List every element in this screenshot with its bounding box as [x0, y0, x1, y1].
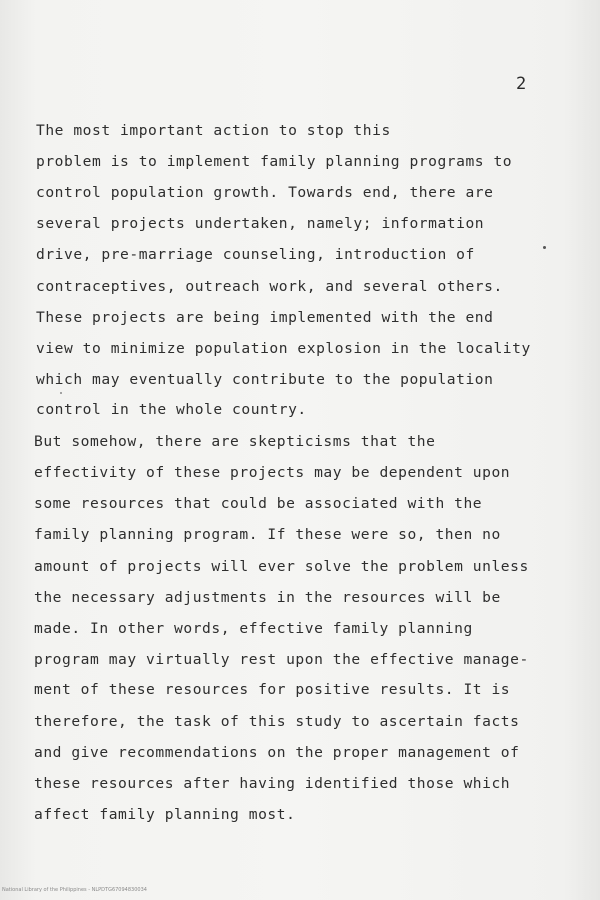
text-line: drive, pre-marriage counseling, introduction of [36, 246, 475, 263]
text-line: control population growth. Towards end, there are [36, 184, 494, 201]
text-line: contraceptives, outreach work, and several others. [36, 278, 503, 295]
text-line: These projects are being implemented with the end [36, 309, 494, 326]
text-line: effectivity of these projects may be dependent upon [34, 464, 511, 481]
text-line: view to minimize population explosion in the locality [36, 340, 531, 357]
text-line: therefore, the task of this study to ascertain facts [34, 713, 520, 730]
text-line: which may eventually contribute to the population [36, 371, 494, 388]
text-line: problem is to implement family planning programs to [36, 153, 513, 170]
text-line: and give recommendations on the proper management of [34, 744, 520, 761]
text-line: the necessary adjustments in the resources will be [34, 589, 501, 606]
text-line: The most important action to stop this [36, 122, 391, 139]
text-line: control in the whole country. [36, 401, 307, 418]
text-line: these resources after having identified those which [34, 775, 511, 792]
text-line: several projects undertaken, namely; information [36, 215, 485, 232]
text-line: affect family planning most. [34, 806, 296, 823]
text-line: program may virtually rest upon the effective manage- [34, 651, 529, 668]
text-line: ment of these resources for positive results. It is [34, 681, 511, 698]
text-line: family planning program. If these were so, then no [34, 526, 501, 543]
text-line: But somehow, there are skepticisms that the [34, 433, 436, 450]
page-number: 2 [516, 74, 527, 94]
ink-speck [60, 392, 62, 394]
text-line: some resources that could be associated with the [34, 495, 483, 512]
archive-footer: National Library of the Philippines - NLPDTG67094830034 [2, 887, 147, 893]
ink-speck [543, 246, 546, 249]
text-line: amount of projects will ever solve the problem unless [34, 558, 529, 575]
text-line: made. In other words, effective family planning [34, 620, 473, 637]
